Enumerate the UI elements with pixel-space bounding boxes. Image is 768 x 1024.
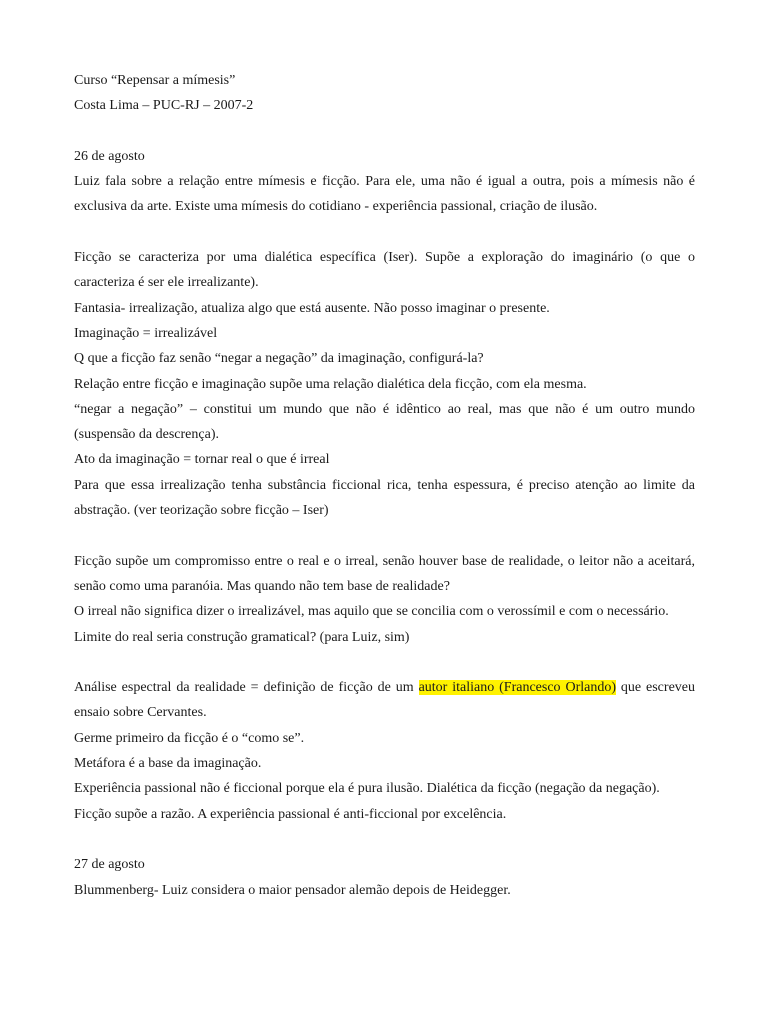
paragraph-text: que escreveu ensaio sobre Cervantes.	[74, 680, 695, 721]
blank-line	[74, 827, 695, 852]
paragraph: “negar a negação” – constitui um mundo que não é idêntico ao real, mas que não é um outro mundo (suspensão da descrença).	[74, 401, 695, 443]
date-heading-27-agosto: 27 de agosto	[74, 857, 145, 873]
paragraph-with-highlight	[74, 675, 695, 726]
paragraph: Q que a ficção faz senão “negar a negação” da imaginação, configurá-la?	[74, 351, 484, 367]
date-heading-26-agosto: 26 de agosto	[74, 148, 145, 164]
paragraph: Fantasia- irrealização, atualiza algo que está ausente. Não posso imaginar o presente.	[74, 300, 550, 316]
paragraph: Limite do real seria construção gramatical? (para Luiz, sim)	[74, 629, 410, 645]
highlighted-text: autor italiano (Francesco Orlando)	[418, 680, 616, 696]
document-body	[74, 68, 695, 903]
paragraph: Ficção se caracteriza por uma dialética específica (Iser). Supõe a exploração do imaginário (o que o caracteriza é ser ele irrealizante).	[74, 250, 695, 291]
paragraph-text: Análise espectral da realidade = definição de ficção de um	[74, 680, 419, 696]
blank-line	[74, 119, 695, 144]
course-title: Curso “Repensar a mímesis”	[74, 73, 236, 88]
blank-line	[74, 523, 695, 548]
paragraph: Relação entre ficção e imaginação supõe uma relação dialética dela ficção, com ela mesma.	[74, 376, 587, 392]
paragraph: Experiência passional não é ficcional porque ela é pura ilusão. Dialética da ficção (negação da negação).	[74, 781, 660, 797]
paragraph: Para que essa irrealização tenha substância ficcional rica, tenha espessura, é preciso atenção ao limite da abstração. (ver teorização sobre ficção – Iser)	[74, 477, 695, 519]
paragraph: Ficção supõe um compromisso entre o real e o irreal, senão houver base de realidade, o leitor não a aceitará, senão como uma paranóia. Mas quando não tem base de realidade?	[74, 553, 695, 594]
paragraph: O irreal não significa dizer o irrealizável, mas aquilo que se concilia com o verossímil e com o necessário.	[74, 604, 669, 620]
paragraph: Blummenberg- Luiz considera o maior pensador alemão depois de Heidegger.	[74, 882, 511, 898]
paragraph: Germe primeiro da ficção é o “como se”.	[74, 730, 305, 746]
blank-line	[74, 650, 695, 675]
blank-line	[74, 220, 695, 245]
paragraph: Luiz fala sobre a relação entre mímesis e ficção. Para ele, uma não é igual a outra, pois a mímesis não é exclusiva da arte. Existe uma mímesis do cotidiano - experiência passional, criação de ilusão.	[74, 174, 695, 215]
author-line: Costa Lima – PUC-RJ – 2007-2	[74, 98, 254, 114]
paragraph: Ficção supõe a razão. A experiência passional é anti-ficcional por excelência.	[74, 806, 507, 822]
paragraph: Ato da imaginação = tornar real o que é irreal	[74, 452, 330, 468]
paragraph: Metáfora é a base da imaginação.	[74, 756, 262, 772]
paragraph: Imaginação = irrealizável	[74, 325, 218, 341]
